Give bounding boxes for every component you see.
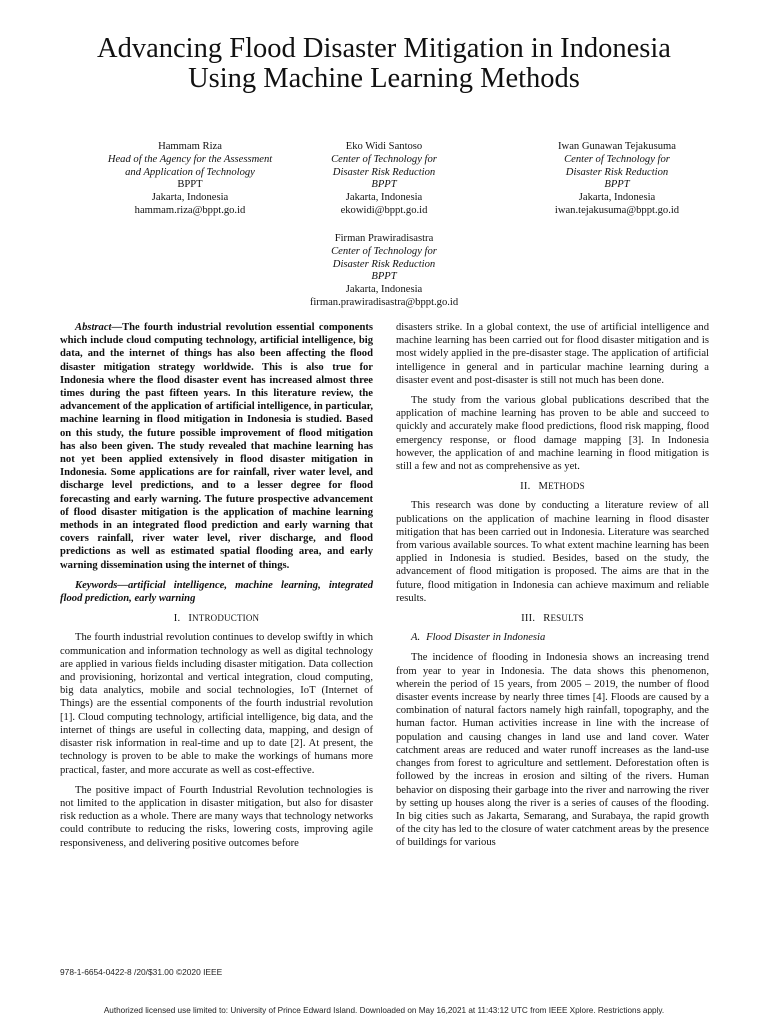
keywords xyxy=(60,579,373,605)
author-affiliation: Disaster Risk Reduction xyxy=(565,166,669,178)
author-block-3 xyxy=(502,141,732,218)
author-city: Jakarta, Indonesia xyxy=(578,192,656,204)
author-affiliation: Center of Technology for xyxy=(331,245,437,257)
paragraph: This research was done by conducting a literature review of all publications on the application of machine learning in flood disaster mitigation that has been carried out in Indonesia. Literature was searched from various available sources. To what extent machine learning has been applied in Indonesia is studied. Besides, based on the study, the advancement of flood mitigation is proposed. The aims are that in the future, flood mitigation in Indonesia can achieve maximum and reliable results. xyxy=(396,500,709,604)
author-block-4 xyxy=(269,233,499,310)
author-city: Jakarta, Indonesia xyxy=(151,192,229,204)
author-email: hammam.riza@bppt.go.id xyxy=(134,204,246,216)
left-column xyxy=(60,321,373,857)
right-column xyxy=(396,321,709,857)
copyright-footer: 978-1-6654-0422-8 /20/$31.00 ©2020 IEEE xyxy=(60,967,223,977)
title-line-2: Using Machine Learning Methods xyxy=(188,63,580,94)
abstract-dash: — xyxy=(111,322,123,333)
section-heading-introduction: I. INTRODUCTION xyxy=(173,613,260,625)
section-heading-methods: II. METHODS xyxy=(520,481,585,493)
author-affiliation: Disaster Risk Reduction xyxy=(332,258,436,270)
section-heading-results: III. RESULTS xyxy=(521,613,584,625)
abstract xyxy=(60,321,373,572)
author-email: iwan.tejakusuma@bppt.go.id xyxy=(554,204,680,216)
author-block-2 xyxy=(269,141,499,218)
author-affiliation: and Application of Technology xyxy=(125,166,255,178)
paragraph: disasters strike. In a global context, the use of artificial intelligence and machine learning has been carried out for flood disaster mitigation and is most widely applied in the pre-disaster stage. The application of artificial intelligence in general and in particular machine learning during a disaster event and post-disaster is still not much has been done. xyxy=(396,322,709,386)
author-name: Eko Widi Santoso xyxy=(345,141,423,152)
paragraph: The study from the various global publications described that the application of machine learning has proven to be able and succeed to quickly and accurately make flood predictions, flood risk mapping, flood emergency response, or flood damage mapping [3]. In Indonesia however, the application of and machine learning in flood mitigation is still a few and not as comprehensive as yet. xyxy=(396,395,709,473)
keywords-text: artificial intelligence, machine learning, integrated flood prediction, early warning xyxy=(60,579,373,605)
subsection-heading: A. Flood Disaster in Indonesia xyxy=(411,632,546,644)
author-affiliation: Center of Technology for xyxy=(564,153,670,165)
keywords-label: Keywords— xyxy=(75,579,128,591)
title-line-1: Advancing Flood Disaster Mitigation in Indonesia xyxy=(97,33,671,64)
abstract-label: Abstract xyxy=(75,322,112,333)
abstract-text: The fourth industrial revolution essential components which include cloud computing technology, artificial intelligence, big data, and the internet of things has also been affecting the flood disaster mitigation strategy worldwide. This is also true for Indonesia where the flood disaster event has increased almost three times during the past fifteen years. In this literature review, the advancement of the application of artificial intelligence, in particular, machine learning in flood mitigation in Indonesia is studied. Based on this study, the future possible improvement of flood mitigation has also been given. The study revealed that machine learning has not yet been applied extensively in flood disaster mitigation in Indonesia. Some applications are for rainfall, river water level, and discharge level predictions, and to a lesser degree for flood forecasting and early warning. The future prospective advancement of flood disaster mitigation is the application of machine learning methods in an integrated flood prediction and early warning that covers rainfall, river water level, river discharge, and flood predictions as well as estimated spatial flooding area, and early warning dissemination using the internet of things. xyxy=(60,322,373,571)
author-affiliation: Disaster Risk Reduction xyxy=(332,166,436,178)
author-email: firman.prawiradisastra@bppt.go.id xyxy=(309,296,459,308)
author-city: Jakarta, Indonesia xyxy=(345,192,423,204)
author-affiliation: Head of the Agency for the Assessment xyxy=(107,153,273,165)
paragraph: The incidence of flooding in Indonesia shows an increasing trend from year to year in Indonesia. The data shows this phenomenon, wherein the period of 15 years, from 2005 – 2019, the number of flood disaster events increase by nearly three times [4]. Floods are caused by a combination of natural factors namely high rainfall, topography, and the human factor. Human activities increase in line with the increase of population and causing changes in land use and land cover. Water catchment areas are reduced and water runoff increases as the land-use changes from forest to agriculture and settlement. Deforestation often is followed by the increas in erosion and silting of the rivers. Human behavior on disposing their garbage into the river and narrowing the river by setting up houses along the river is a series of causes of the flooding. In big cities such as Jakarta, Semarang, and Surabaya, the rapid growth of the city has led to the closure of water catchment areas by the presence of buildings for various xyxy=(396,652,709,849)
paragraph: The fourth industrial revolution continues to develop swiftly in which communication and information technology as well as digital technology are applied in various fields including disaster mitigation. Data collection and provisioning, horizontal and vertical integration, cloud computing, big data analytics, mobile and social technologies, IoT (Internet of Things) are the essential components of the fourth industrial revolution [1]. Cloud computing technology, artificial intelligence, big data, and the internet of things are useful in collecting data, mapping, and design of disaster risk information in real-time and up to date [2]. At present, the technology is proven to be able to make the workings of humans more practical, faster, and more accurate as well as cost-effective. xyxy=(60,632,373,776)
author-org: BPPT xyxy=(177,179,203,191)
paper-title xyxy=(40,34,728,94)
author-org: BPPT xyxy=(604,179,630,191)
license-notice: Authorized licensed use limited to: University of Prince Edward Island. Downloaded on May 16,2021 at 11:43:12 UTC from IEEE Xplore. Restrictions apply. xyxy=(103,1006,665,1015)
author-name: Iwan Gunawan Tejakusuma xyxy=(558,141,676,152)
paragraph: The positive impact of Fourth Industrial Revolution technologies is not limited to the application in disaster mitigation, but also for disaster risk reduction as a whole. There are many ways that technology networks could contribute to reducing the risks, lowering costs, improving agile responsiveness, and delivering positive outcomes before xyxy=(60,784,373,849)
author-org: BPPT xyxy=(371,271,397,283)
author-name: Hammam Riza xyxy=(158,141,222,152)
author-city: Jakarta, Indonesia xyxy=(345,284,423,296)
author-org: BPPT xyxy=(371,179,397,191)
author-affiliation: Center of Technology for xyxy=(331,153,437,165)
author-email: ekowidi@bppt.go.id xyxy=(340,204,428,216)
author-name: Firman Prawiradisastra xyxy=(334,233,434,244)
